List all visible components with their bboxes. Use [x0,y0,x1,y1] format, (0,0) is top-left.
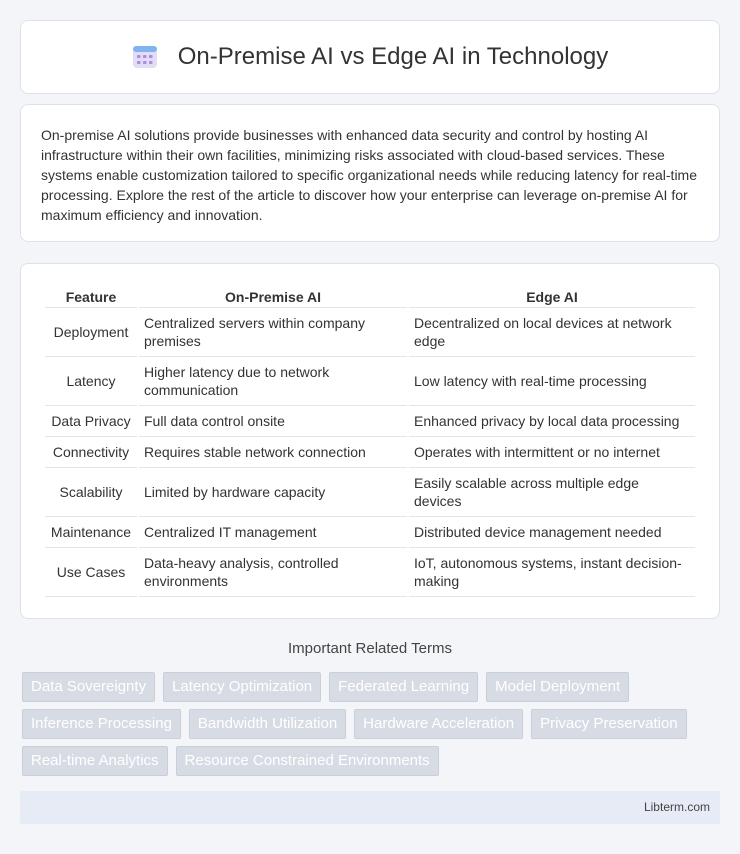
footer-brand-link[interactable]: Libterm.com [643,800,710,814]
column-header-on-premise: On-Premise AI [139,284,407,308]
table-row [45,517,695,548]
feature-cell: Latency [45,357,137,406]
on-premise-cell: Centralized servers within company premises [139,308,407,357]
related-terms-list [22,672,722,776]
term-tag[interactable]: Resource Constrained Environments [176,746,439,776]
term-tag[interactable]: Inference Processing [22,709,181,739]
feature-cell: Use Cases [45,548,137,597]
feature-cell: Scalability [45,468,137,517]
term-tag[interactable]: Hardware Acceleration [354,709,523,739]
page-title: On-Premise AI vs Edge AI in Technology [177,43,609,70]
feature-cell: Maintenance [45,517,137,548]
table-row [45,406,695,437]
intro-card [20,104,720,242]
feature-cell: Data Privacy [45,406,137,437]
table-row [45,548,695,597]
on-premise-cell: Full data control onsite [139,406,407,437]
term-tag[interactable]: Privacy Preservation [531,709,687,739]
title-wrap [132,43,608,71]
feature-cell: Connectivity [45,437,137,468]
term-tag[interactable]: Latency Optimization [163,672,321,702]
table-row [45,308,695,357]
calendar-grid-icon [132,44,158,70]
column-header-feature: Feature [45,284,137,308]
term-tag[interactable]: Data Sovereignty [22,672,155,702]
intro-paragraph: On-premise AI solutions provide businesses with enhanced data security and control by hosting AI infrastructure within their own facilities, minimizing risks associated with cloud-based services. These systems enable customization tailored to specific organizational needs while reducing latency for real-time processing. Explore the rest of the article to discover how your enterprise can leverage on-premise AI for maximum efficiency and innovation. [41,127,697,223]
edge-cell: Distributed device management needed [409,517,695,548]
related-terms-title: Important Related Terms [288,640,452,657]
footer [20,791,720,824]
column-header-edge: Edge AI [409,284,695,308]
table-row [45,357,695,406]
on-premise-cell: Data-heavy analysis, controlled environments [139,548,407,597]
on-premise-cell: Requires stable network connection [139,437,407,468]
table-row [45,468,695,517]
table-card [20,263,720,619]
table-header-row [45,284,695,308]
edge-cell: IoT, autonomous systems, instant decision-making [409,548,695,597]
edge-cell: Operates with intermittent or no internet [409,437,695,468]
on-premise-cell: Higher latency due to network communication [139,357,407,406]
feature-cell: Deployment [45,308,137,357]
edge-cell: Decentralized on local devices at network edge [409,308,695,357]
term-tag[interactable]: Federated Learning [329,672,478,702]
term-tag[interactable]: Bandwidth Utilization [189,709,346,739]
term-tag[interactable]: Real-time Analytics [22,746,168,776]
title-card [20,20,720,94]
comparison-table [43,284,697,597]
edge-cell: Low latency with real-time processing [409,357,695,406]
table-row [45,437,695,468]
term-tag[interactable]: Model Deployment [486,672,629,702]
edge-cell: Easily scalable across multiple edge devices [409,468,695,517]
on-premise-cell: Limited by hardware capacity [139,468,407,517]
on-premise-cell: Centralized IT management [139,517,407,548]
edge-cell: Enhanced privacy by local data processing [409,406,695,437]
